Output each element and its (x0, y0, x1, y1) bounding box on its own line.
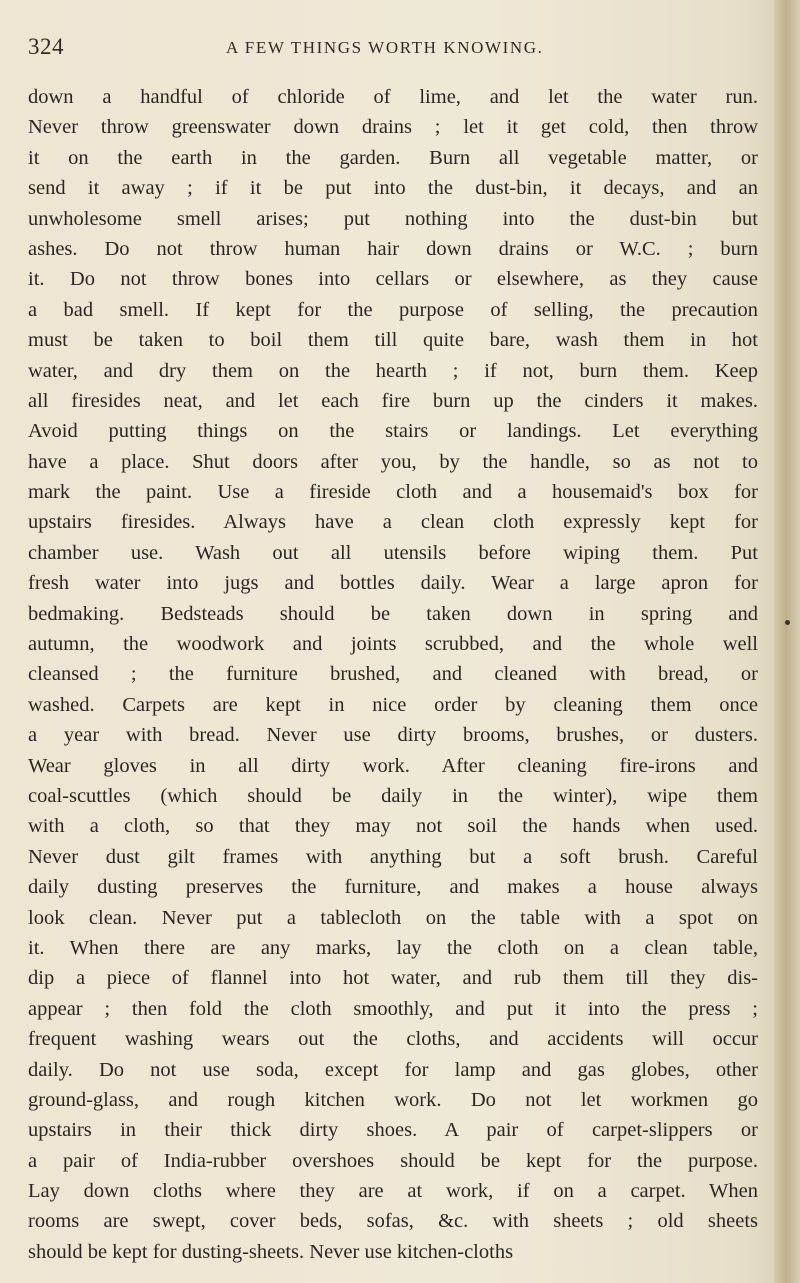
text-line: look clean. Never put a tablecloth on the table with a spot on (28, 906, 758, 929)
text-line: Avoid putting things on the stairs or landings. Let everything (28, 420, 758, 443)
text-line: it. Do not throw bones into cellars or elsewhere, as they cause (28, 268, 758, 291)
text-line: should be kept for dusting-sheets. Never use kitchen-cloths (28, 1240, 514, 1263)
text-line: Never throw greenswater down drains ; let it get cold, then throw (28, 116, 758, 139)
text-line: daily. Do not use soda, except for lamp and gas globes, other (28, 1058, 758, 1081)
text-line: ground-glass, and rough kitchen work. Do not let workmen go (28, 1088, 758, 1111)
page-gutter-shadow (774, 0, 800, 1283)
text-line: mark the paint. Use a fireside cloth and a housemaid's box for (28, 481, 758, 504)
text-line: Lay down cloths where they are at work, if on a carpet. When (28, 1180, 758, 1203)
page-number: 324 (28, 34, 64, 59)
body-text (28, 82, 758, 1267)
text-line: autumn, the woodwork and joints scrubbed, and the whole well (28, 633, 758, 656)
text-line: appear ; then fold the cloth smoothly, and put it into the press ; (28, 997, 758, 1020)
running-head: A FEW THINGS WORTH KNOWING. (226, 38, 544, 57)
text-line: rooms are swept, cover beds, sofas, &c. with sheets ; old sheets (28, 1210, 758, 1233)
text-line: Never dust gilt frames with anything but a soft brush. Careful (28, 845, 758, 868)
text-line: it on the earth in the garden. Burn all vegetable matter, or (28, 146, 758, 169)
page-speck (785, 620, 790, 625)
text-line: must be taken to boil them till quite bare, wash them in hot (28, 329, 758, 352)
text-line: a bad smell. If kept for the purpose of selling, the precaution (28, 298, 758, 321)
page-header (28, 34, 748, 60)
text-line: down a handful of chloride of lime, and let the water run. (28, 86, 758, 108)
text-line: washed. Carpets are kept in nice order by cleaning them once (28, 693, 758, 716)
text-line: it. When there are any marks, lay the cloth on a clean table, (28, 936, 758, 959)
text-line: frequent washing wears out the cloths, and accidents will occur (28, 1028, 758, 1051)
text-line: daily dusting preserves the furniture, and makes a house always (28, 876, 758, 899)
text-line: all firesides neat, and let each fire burn up the cinders it makes. (28, 389, 758, 412)
text-line: chamber use. Wash out all utensils before wiping them. Put (28, 541, 758, 564)
text-line: coal-scuttles (which should be daily in the winter), wipe them (28, 784, 758, 807)
text-line: upstairs in their thick dirty shoes. A pair of carpet-slippers or (28, 1119, 758, 1142)
text-line: bedmaking. Bedsteads should be taken down in spring and (28, 602, 758, 625)
text-line: upstairs firesides. Always have a clean cloth expressly kept for (28, 511, 758, 534)
text-line: dip a piece of flannel into hot water, and rub them till they dis- (28, 967, 758, 990)
text-line: Wear gloves in all dirty work. After cleaning fire-irons and (28, 754, 758, 777)
text-line: have a place. Shut doors after you, by the handle, so as not to (28, 450, 758, 473)
text-line: a pair of India-rubber overshoes should be kept for the purpose. (28, 1149, 758, 1172)
text-line: cleansed ; the furniture brushed, and cleaned with bread, or (28, 663, 758, 686)
text-line: fresh water into jugs and bottles daily. Wear a large apron for (28, 572, 758, 595)
text-line: water, and dry them on the hearth ; if not, burn them. Keep (28, 359, 758, 382)
text-line: with a cloth, so that they may not soil the hands when used. (28, 815, 758, 838)
text-line: send it away ; if it be put into the dust-bin, it decays, and an (28, 177, 758, 200)
text-line: a year with bread. Never use dirty brooms, brushes, or dusters. (28, 724, 758, 747)
text-line: ashes. Do not throw human hair down drains or W.C. ; burn (28, 237, 758, 260)
text-line: unwholesome smell arises; put nothing into the dust-bin but (28, 207, 758, 230)
